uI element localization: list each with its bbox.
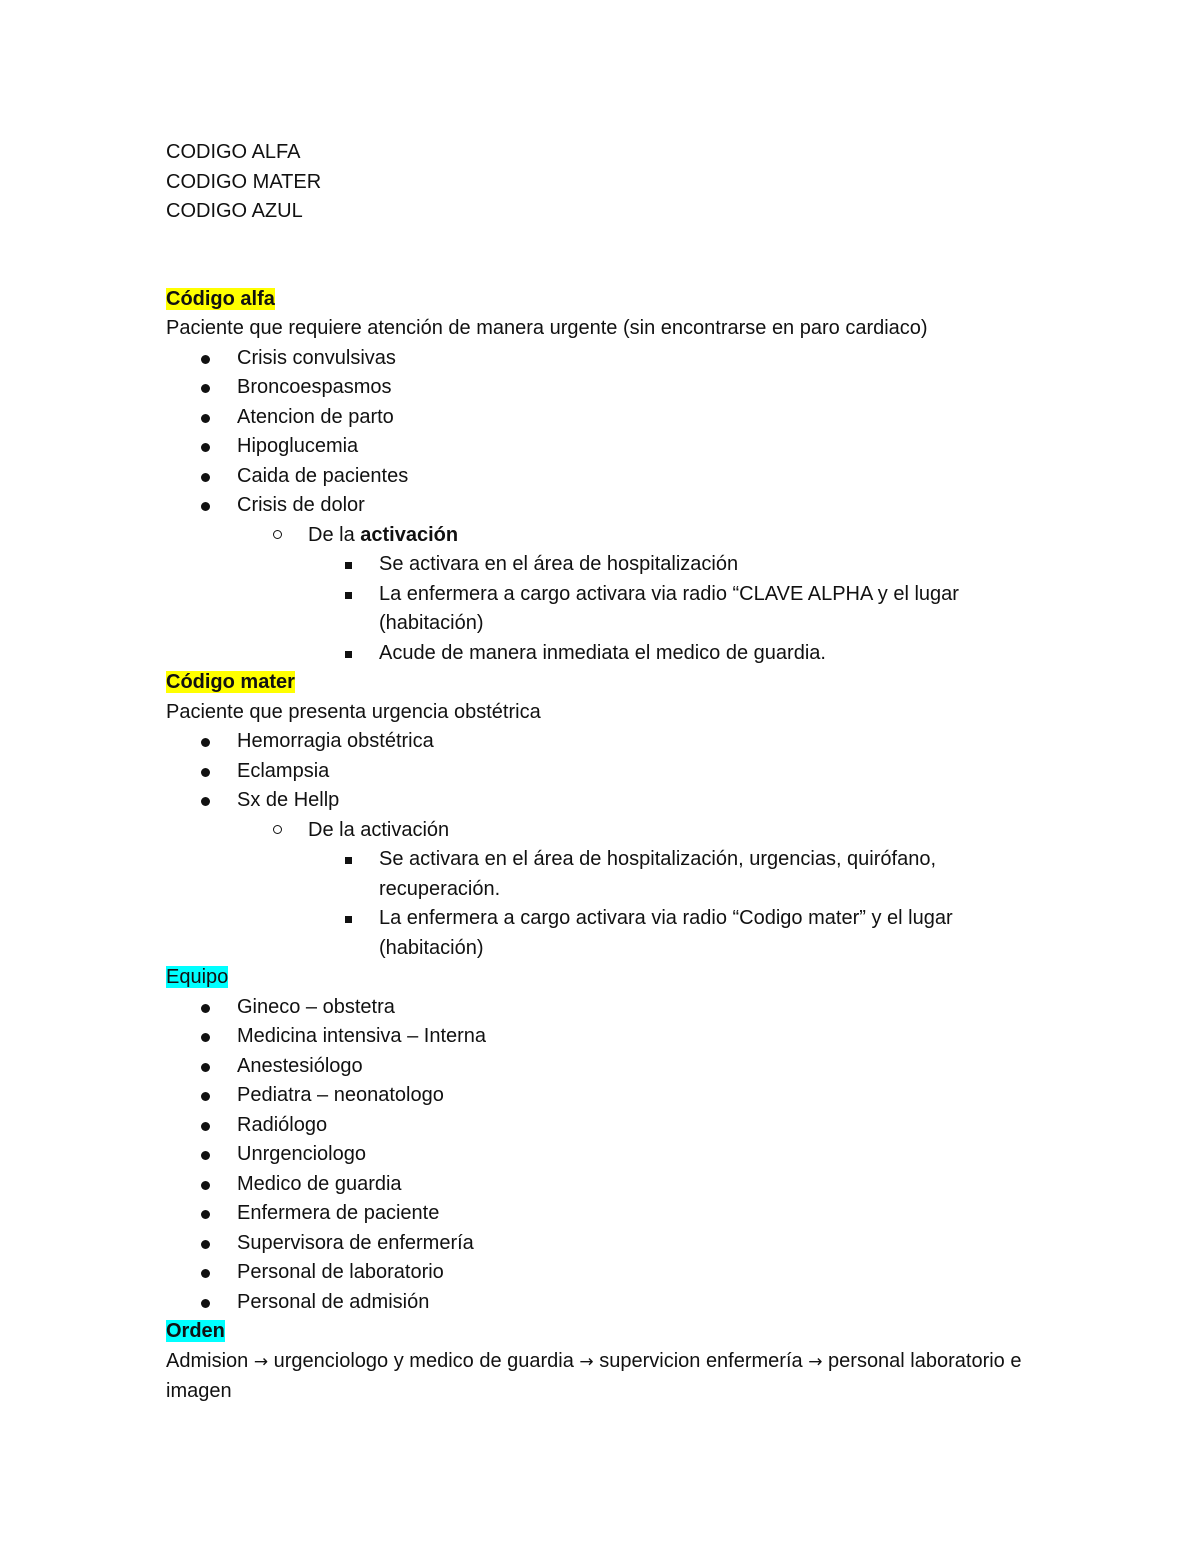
list-item (166, 1111, 1046, 1141)
list-item (166, 373, 1046, 403)
activation-detail-list (308, 845, 1046, 963)
list-item-text: Medicina intensiva – Interna (237, 1025, 487, 1047)
section-heading-orden: Orden (166, 1320, 225, 1342)
square-bullet-icon (345, 916, 352, 923)
activation-bold: activación (360, 523, 459, 546)
bullet-icon (201, 502, 210, 511)
list-item-text: La enfermera a cargo activara via radio “CLAVE ALPHA y el lugar (habitación) (379, 582, 959, 634)
list-item-text: Personal de admisión (237, 1290, 430, 1313)
orden-step: urgenciologo y medico de guardia (273, 1349, 574, 1372)
list-item-text: Broncoespasmos (237, 376, 392, 398)
bullet-icon (201, 414, 210, 423)
list-item (308, 639, 1046, 669)
square-bullet-icon (345, 651, 352, 658)
list-item (308, 580, 1046, 639)
section-heading-alfa: Código alfa (166, 287, 275, 310)
list-item (166, 344, 1046, 374)
list-item-text: Gineco – obstetra (237, 995, 395, 1018)
bullet-icon (201, 1181, 210, 1190)
list-item (166, 1199, 1046, 1229)
activation-list (237, 816, 1046, 846)
bullet-icon (201, 1004, 210, 1013)
list-item (166, 462, 1046, 492)
arrow-right-icon: → (808, 1351, 823, 1372)
bullet-icon (201, 1092, 210, 1101)
orden-step: Admision (166, 1349, 249, 1372)
list-item-text: Se activara en el área de hospitalización, urgencias, quirófano, recuperación. (379, 848, 937, 900)
alfa-description: Paciente que requiere atención de manera urgente (sin encontrarse en paro cardiaco) (166, 317, 928, 339)
list-item (166, 403, 1046, 433)
code-list (166, 138, 1046, 227)
bullet-icon (201, 1210, 210, 1219)
bullet-icon (201, 384, 210, 393)
bullet-icon (201, 443, 210, 452)
list-item (166, 727, 1046, 757)
list-item-text: Unrgenciologo (237, 1143, 366, 1165)
bullet-icon (201, 355, 210, 364)
list-item-text: Hemorragia obstétrica (237, 730, 434, 752)
list-item (166, 1081, 1046, 1111)
list-item (308, 550, 1046, 580)
code-line: CODIGO AZUL (166, 200, 303, 222)
alfa-activation-items (308, 550, 1046, 668)
mater-activation (237, 816, 1046, 964)
section-mater (166, 668, 1046, 963)
bullet-icon (201, 797, 210, 806)
mater-activation-items (308, 845, 1046, 963)
list-item (166, 1170, 1046, 1200)
section-alfa (166, 285, 1046, 669)
equipo-list (166, 993, 1046, 1318)
list-item-text: La enfermera a cargo activara via radio “Codigo mater” y el lugar (habitación) (379, 907, 953, 959)
square-bullet-icon (345, 592, 352, 599)
mater-description: Paciente que presenta urgencia obstétrica (166, 700, 541, 723)
bullet-icon (201, 768, 210, 777)
list-item-text: Radiólogo (237, 1113, 328, 1136)
orden-step: supervicion enfermería (599, 1349, 803, 1372)
code-line: CODIGO MATER (166, 170, 322, 193)
bullet-icon (201, 738, 210, 747)
orden-sequence (166, 1347, 1046, 1407)
document-body (166, 138, 1046, 1407)
bullet-icon (201, 1299, 210, 1308)
list-item (237, 521, 1046, 551)
activation-list (237, 521, 1046, 551)
list-item (166, 1258, 1046, 1288)
list-item (166, 1229, 1046, 1259)
bullet-icon (201, 473, 210, 482)
list-item (308, 904, 1046, 963)
list-item (237, 816, 1046, 846)
list-item (166, 993, 1046, 1023)
list-item (166, 1140, 1046, 1170)
list-item-text: Caida de pacientes (237, 464, 409, 487)
square-bullet-icon (345, 857, 352, 864)
list-item (166, 432, 1046, 462)
activation-detail-list (308, 550, 1046, 668)
mater-list (166, 727, 1046, 816)
list-item-text: Eclampsia (237, 759, 330, 782)
list-item-text: Sx de Hellp (237, 789, 340, 811)
bullet-icon (201, 1033, 210, 1042)
arrow-right-icon: → (253, 1351, 269, 1372)
list-item (308, 845, 1046, 904)
list-item (166, 1022, 1046, 1052)
bullet-icon (201, 1151, 210, 1160)
list-item-text: De la activación (308, 818, 450, 841)
code-line: CODIGO ALFA (166, 141, 301, 163)
list-item-text: Hipoglucemia (237, 435, 359, 457)
list-item-text: Anestesiólogo (237, 1054, 363, 1077)
bullet-icon (201, 1122, 210, 1131)
list-item (166, 786, 1046, 816)
arrow-right-icon: → (579, 1351, 594, 1372)
list-item-text: Se activara en el área de hospitalización (379, 553, 739, 575)
circle-bullet-icon (273, 825, 282, 834)
bullet-icon (201, 1240, 210, 1249)
orden-step: personal laboratorio e imagen (166, 1349, 1022, 1402)
spacer (166, 227, 1046, 285)
alfa-activation (237, 521, 1046, 669)
list-item-text: Crisis de dolor (237, 494, 365, 516)
list-item-text: Enfermera de paciente (237, 1202, 440, 1224)
list-item-text: Medico de guardia (237, 1172, 402, 1195)
section-heading-equipo: Equipo (166, 966, 229, 988)
list-item-text: Pediatra – neonatologo (237, 1084, 444, 1106)
list-item-text: Supervisora de enfermería (237, 1231, 474, 1254)
section-orden (166, 1317, 1046, 1407)
section-heading-mater: Código mater (166, 671, 295, 693)
list-item (166, 491, 1046, 521)
list-item (166, 1288, 1046, 1318)
list-item-text: Crisis convulsivas (237, 346, 396, 369)
list-item-text: Atencion de parto (237, 405, 394, 428)
list-item-text: Personal de laboratorio (237, 1261, 444, 1283)
square-bullet-icon (345, 562, 352, 569)
bullet-icon (201, 1063, 210, 1072)
circle-bullet-icon (273, 530, 282, 539)
list-item (166, 1052, 1046, 1082)
list-item-text: Acude de manera inmediata el medico de guardia. (379, 641, 826, 664)
list-item (166, 757, 1046, 787)
activation-prefix: De la (308, 523, 361, 546)
section-equipo (166, 963, 1046, 1317)
bullet-icon (201, 1269, 210, 1278)
alfa-list (166, 344, 1046, 521)
